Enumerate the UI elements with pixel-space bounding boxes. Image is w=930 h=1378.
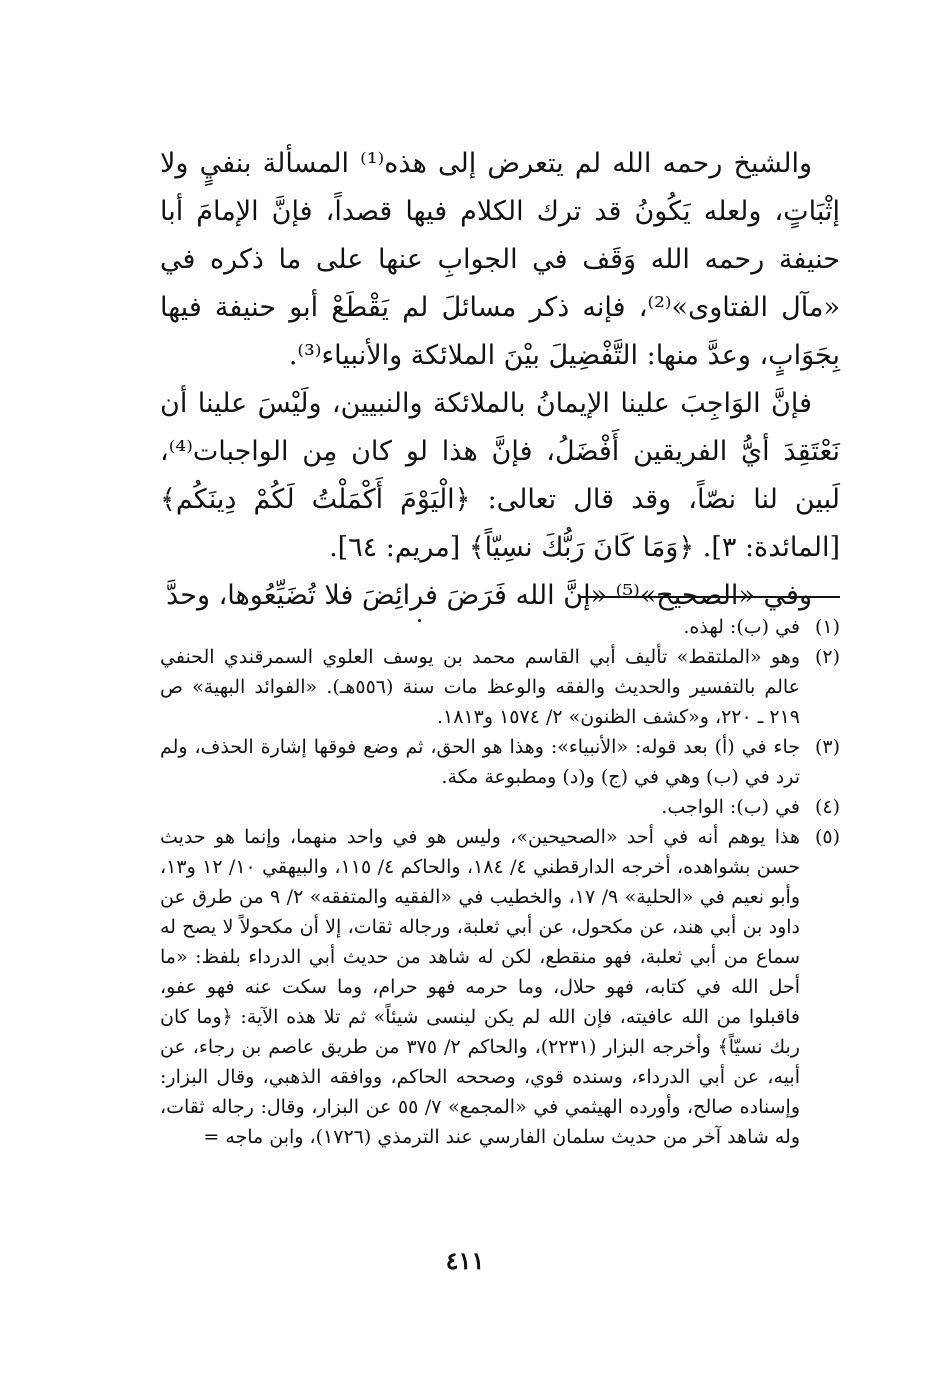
footnote-5: [160, 822, 840, 1152]
footnote-1: [160, 612, 840, 642]
paragraph-3: وفي «الصحيح»⁽⁵⁾ «إنَّ الله فَرَضَ فرائِضَ فلا تُضَيِّعُوها، وحدَّ: [166, 580, 812, 611]
page-number: ٤١١: [445, 1246, 485, 1275]
footnote-separator: [580, 596, 840, 598]
footnote-number: (٣): [814, 736, 840, 758]
footnote-number: (١): [814, 616, 840, 638]
paragraph-2: فإنَّ الوَاجِبَ علينا الإيمانُ بالملائكة والنبيين، ولَيْسَ علينا أن نَعْتَقِدَ أيُّ الفريقين أَفْضَلُ، فإنَّ هذا لو كان مِن الواجبات⁽⁴⁾، لَبين لنا نصّاً، وقد قال تعالى: ﴿الْيَوْمَ أَكْمَلْتُ لَكُمْ دِينَكُم﴾ [المائدة: ٣]. ﴿وَمَا كَانَ رَبُّكَ نسِيّاً﴾ [مريم: ٦٤].: [160, 388, 840, 563]
footnote-text: في (ب): لهذه.: [683, 616, 800, 638]
footnote-text: وهو «الملتقط» تأليف أبي القاسم محمد بن يوسف العلوي السمرقندي الحنفي عالم بالتفسير والحديث والفقه والوعظ مات سنة (٥٥٦هـ). «الفوائد البهية» ص ٢١٩ ـ ٢٢٠، و«كشف الظنون» ٢/ ١٥٧٤ و١٨١٣.: [160, 646, 800, 728]
footnote-number: (٤): [814, 796, 840, 818]
footnote-text: في (ب): الواجب.: [661, 796, 800, 818]
footnote-2: [160, 642, 840, 732]
paragraph-1: والشيخ رحمه الله لم يتعرض إلى هذه⁽¹⁾ المسألة بنفيٍ ولا إثْبَاتٍ، ولعله يَكُونُ قد ترك الكلام فيها قصداً، فإنَّ الإمامَ أبا حنيفة رحمه الله وَقَف في الجوابِ عنها على ما ذكره في «مآل الفتاوى»⁽²⁾، فإنه ذكر مسائلَ لم يَقْطَعْ أبو حنيفة فيها بِجَوَابٍ، وعدَّ منها: التَّفْضِيلَ بيْنَ الملائكة والأنبياء⁽³⁾.: [160, 148, 840, 371]
footnote-number: (٥): [814, 826, 840, 848]
footnote-text: جاء في (أ) بعد قوله: «الأنبياء»: وهذا هو الحق، ثم وضع فوقها إشارة الحذف، ولم ترد في (ب) وهي في (ج) و(د) ومطبوعة مكة.: [160, 736, 800, 788]
footnote-3: [160, 732, 840, 792]
footnote-4: [160, 792, 840, 822]
footnote-text: هذا يوهم أنه في أحد «الصحيحين»، وليس هو في واحد منهما، وإنما هو حديث حسن بشواهده، أخرجه الدارقطني ٤/ ١٨٤، والحاكم ٤/ ١١٥، والبيهقي ١٠/ ١٢ و١٣، وأبو نعيم في «الحلية» ٩/ ١٧، والخطيب في «الفقيه والمتفقه» ٢/ ٩ من طرق عن داود بن أبي هند، عن مكحول، عن أبي ثعلبة، ورجاله ثقات، إلا أن مكحولاً لا يصح له سماع من أبي ثعلبة، فهو منقطع، لكن له شاهد من حديث أبي الدرداء بلفظ: «ما أحل الله في كتابه، فهو حلال، وما حرمه فهو حرام، وما سكت عنه فهو عفو، فاقبلوا من الله عافيته، فإن الله لم يكن لينسى شيئاً» ثم تلا هذه الآية: ﴿وما كان ربك نسيّاً﴾ وأخرجه البزار (٢٢٣١)، والحاكم ٢/ ٣٧٥ من طريق عاصم بن رجاء، عن أبيه، عن أبي الدرداء، وسنده قوي، وصححه الحاكم، ووافقه الذهبي، وقال البزار: وإسناده صالح، وأورده الهيثمي في «المجمع» ٧/ ٥٥ عن البزار، وقال: رجاله ثقات، وله شاهد آخر من حديث سلمان الفارسي عند الترمذي (١٧٢٦)، وابن ماجه =: [160, 826, 800, 1148]
footnote-number: (٢): [814, 646, 840, 668]
footnotes-block: [160, 612, 840, 1152]
main-text-block: [160, 140, 840, 620]
